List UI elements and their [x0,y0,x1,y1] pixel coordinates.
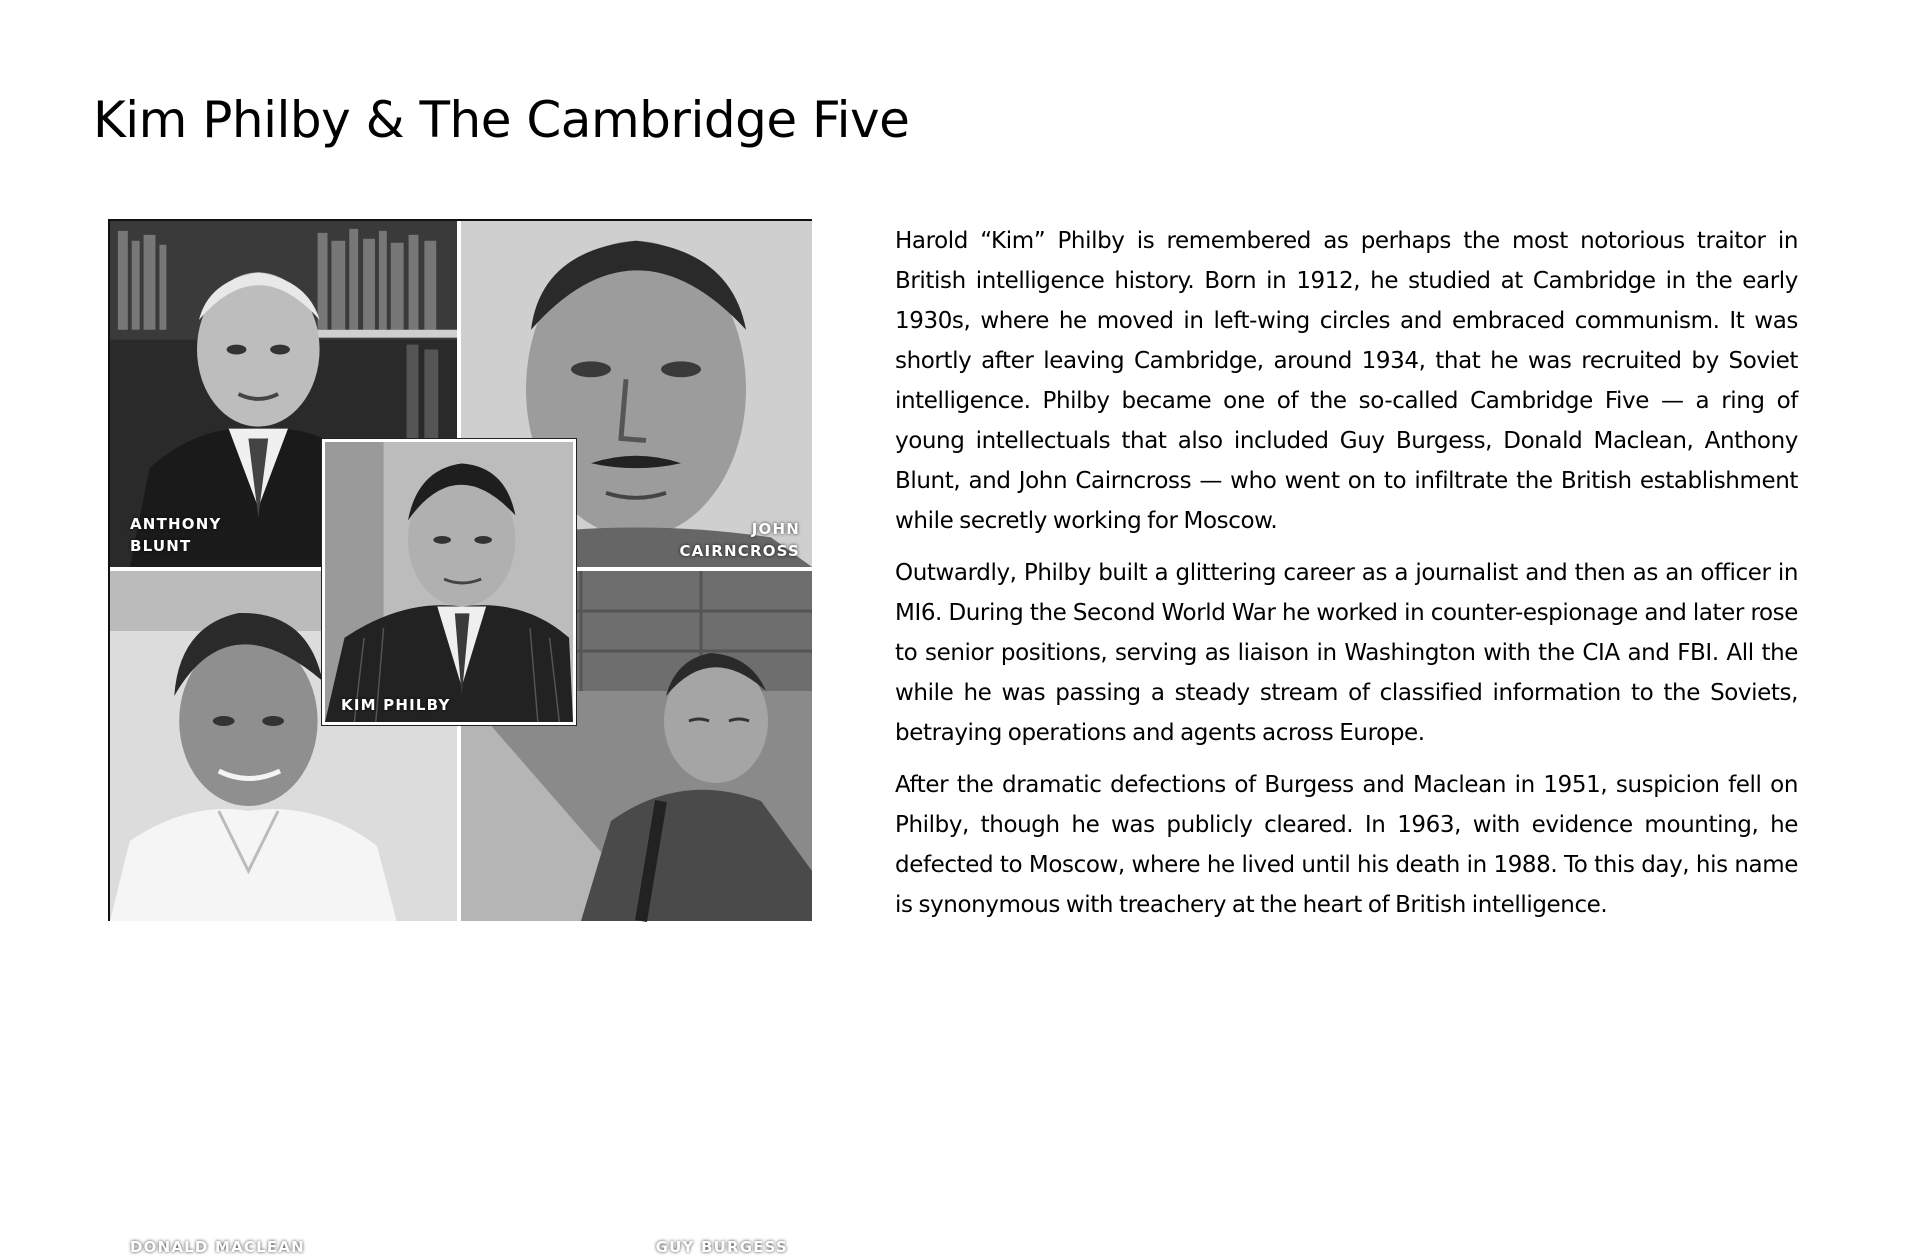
portrait-kim-philby [325,442,573,722]
photo-collage [108,219,812,1256]
paragraph-3: After the dramatic defections of Burgess and Maclean in 1951, suspicion fell on Philby, though he was publicly cleared. In 1963, with evidence mounting, he defected to Moscow, where he lived until his death in 1988. To this day, his name is synonymous with treachery at the heart of British intelligence. [895,772,1798,918]
photo-kim-philby [322,439,576,725]
slide-title: Kim Philby & The Cambridge Five [93,91,910,149]
article-body [895,221,1798,937]
paragraph-1: Harold “Kim” Philby is remembered as perhaps the most notorious traitor in British intelligence history. Born in 1912, he studied at Cambridge in the early 1930s, where he moved in left-wing circles and embraced communism. It was shortly after leaving Cambridge, around 1934, that he was recruited by Soviet intelligence. Philby became one of the so-called Cambridge Five — a ring of young intellectuals that also included Guy Burgess, Donald Maclean, Anthony Blunt, and John Cairncross — who went on to infiltrate the British establishment while secretly working for Moscow. [895,228,1798,534]
paragraph-2: Outwardly, Philby built a glittering career as a journalist and then as an officer in MI6. During the Second World War he worked in counter-espionage and later rose to senior positions, serving as liaison in Washington with the CIA and FBI. All the while he was passing a steady stream of classified information to the Soviets, betraying operations and agents across Europe. [895,560,1798,746]
caption-anthony-blunt: ANTHONY BLUNT [130,515,222,555]
caption-john-cairncross: JOHN CAIRNCROSS [679,520,800,560]
caption-guy-burgess: GUY BURGESS [655,1238,788,1256]
caption-kim-philby: KIM PHILBY [341,696,451,714]
caption-donald-maclean: DONALD MACLEAN [130,1238,305,1256]
